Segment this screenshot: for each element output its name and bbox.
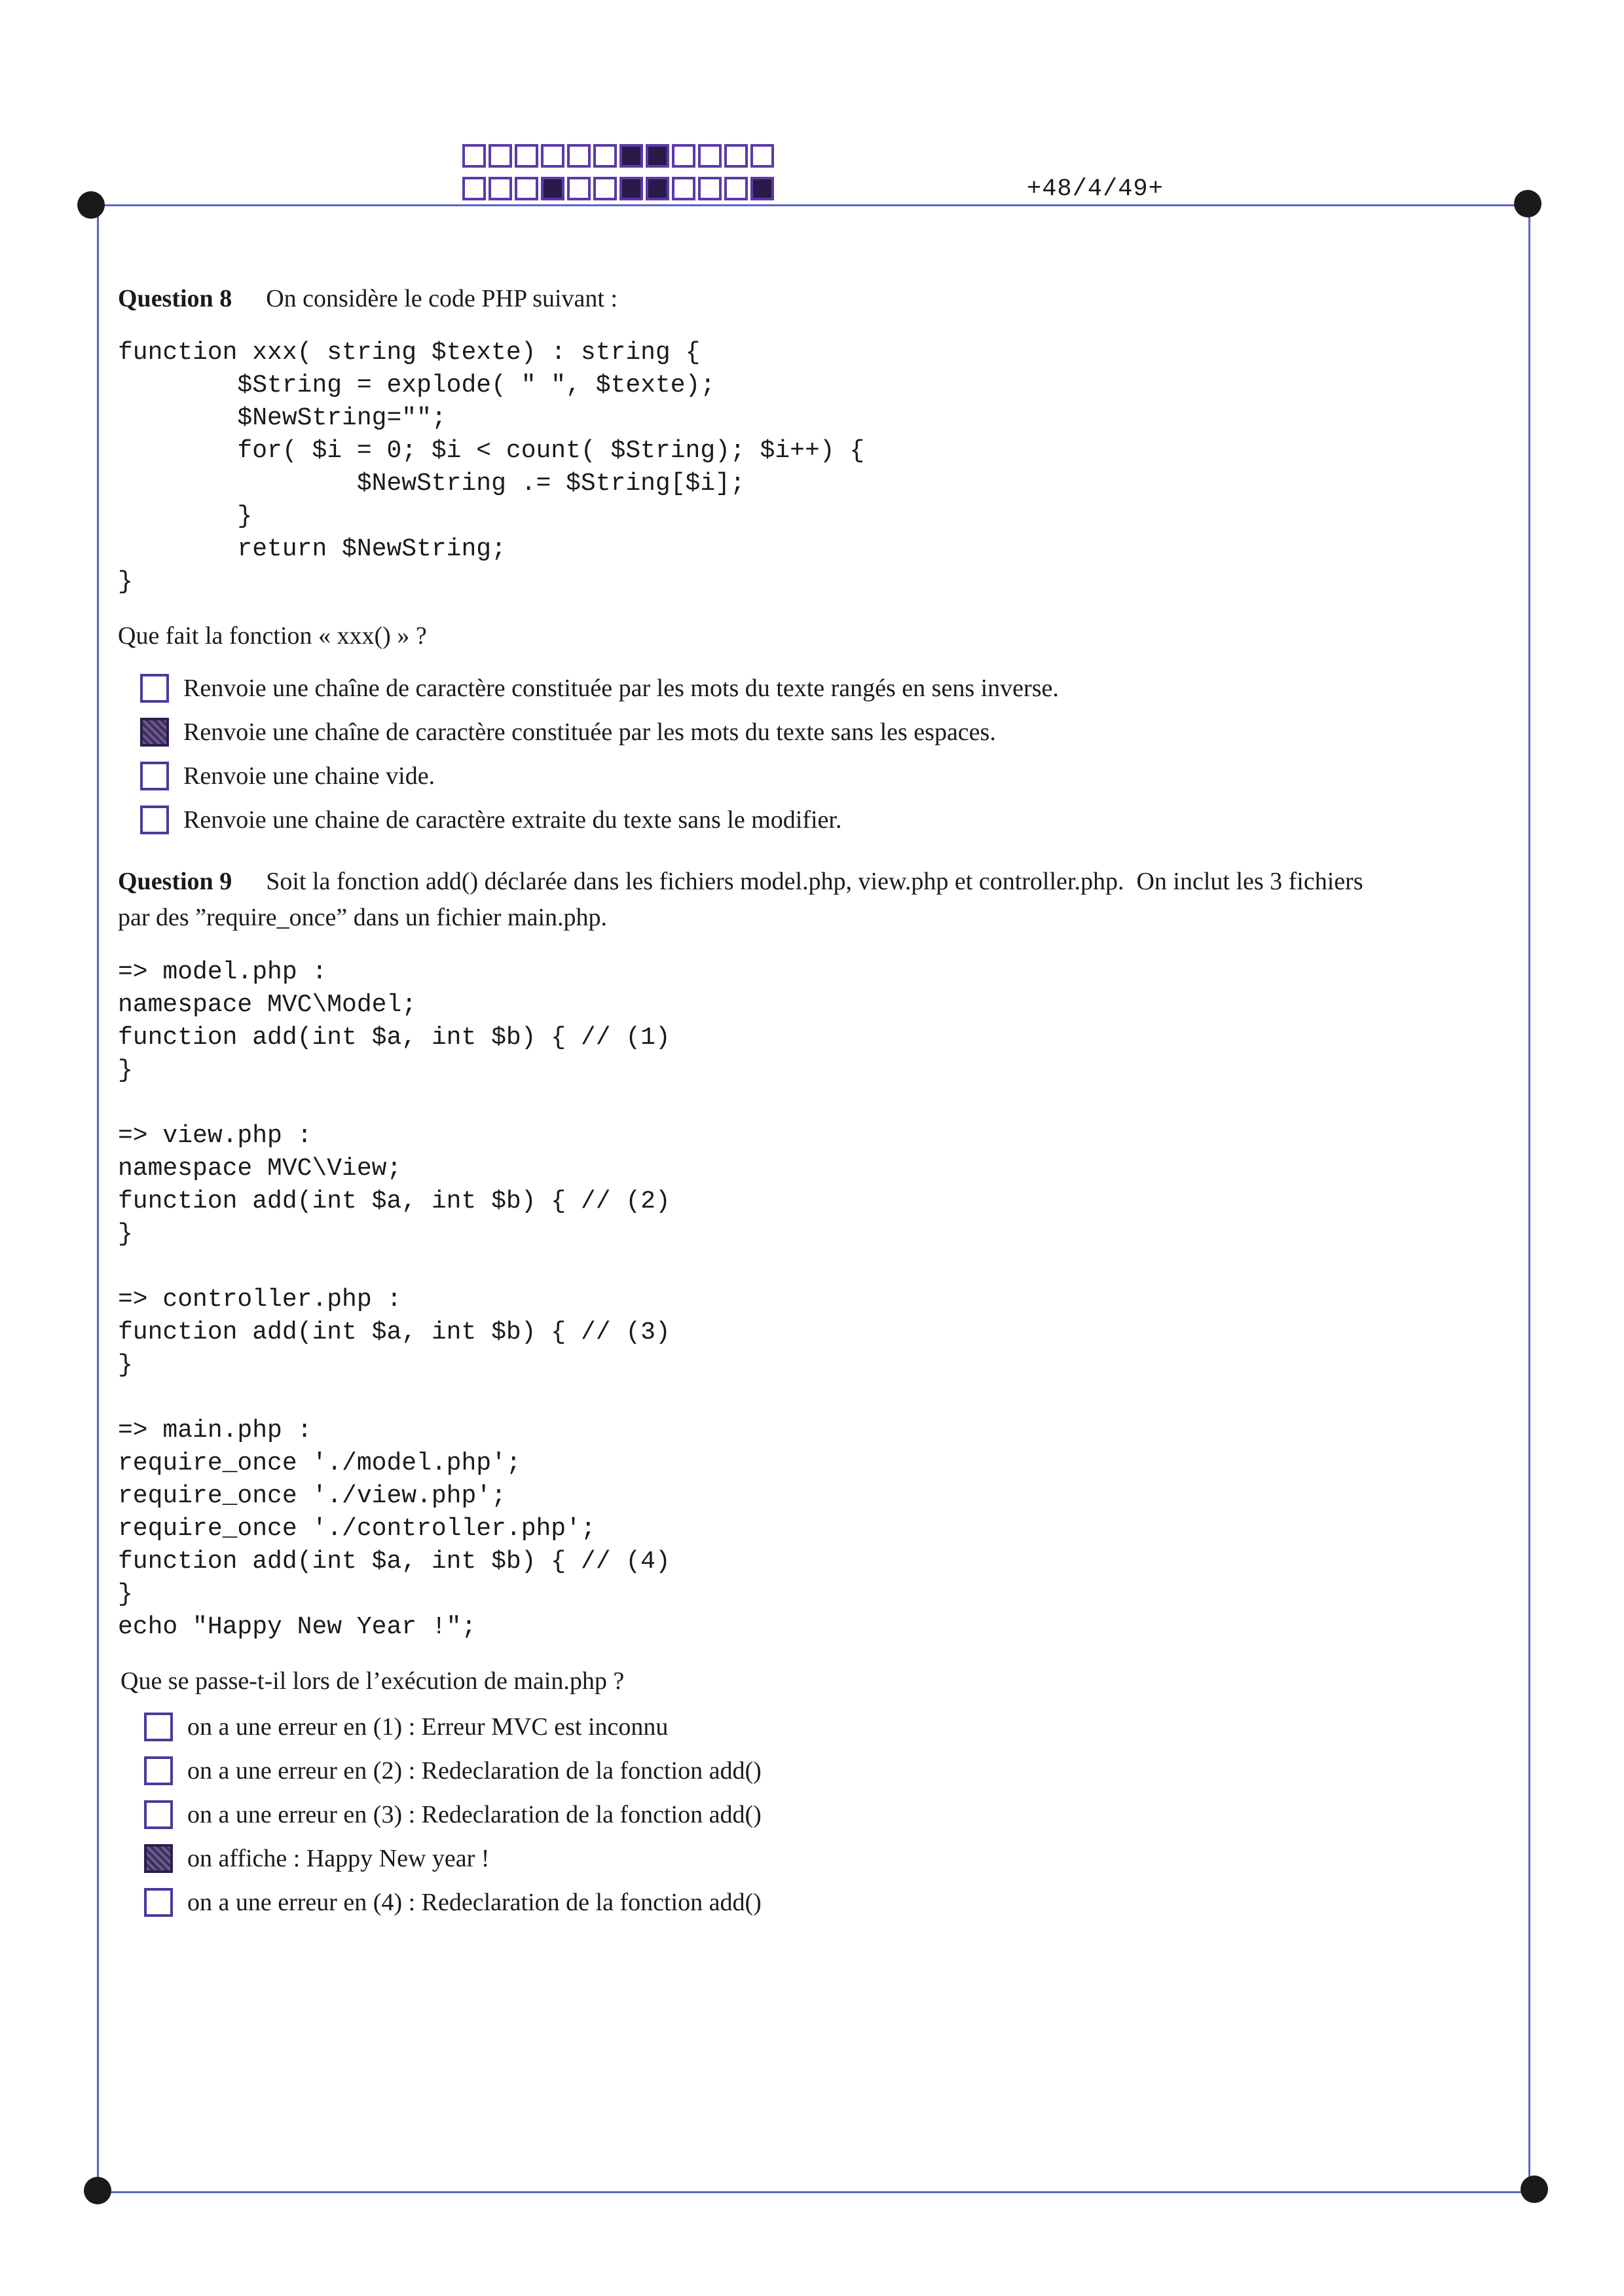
answer-option-label: on affiche : Happy New year ! [187, 1845, 490, 1872]
answer-option-label: Renvoie une chaîne de caractère constituée par les mots du texte sans les espaces. [183, 718, 996, 746]
id-code-cell [541, 144, 564, 168]
id-code-cell [750, 144, 774, 168]
answer-option[interactable] [140, 758, 435, 794]
answer-option[interactable] [140, 802, 841, 838]
question-8-header [118, 282, 618, 316]
id-code-cell [672, 144, 695, 168]
id-code-cell [724, 144, 748, 168]
id-code-cell [698, 144, 722, 168]
question-9-header [118, 864, 1363, 898]
corner-dot-bottom-right [1521, 2176, 1548, 2203]
question-9-code: => model.php : namespace MVC\Model; function add(int $a, int $b) { // (1) } => view.php : namespace MVC\View; function add(int $a, int $b) { // (2) } => controller.php : function add(int $a, int $b) { // (3) } => main.php : require_once './model.php'; require_once './view.php'; require_once './controller.php'; function add(int $a, int $b) { // (4) } echo "Happy New Year !"; [118, 958, 671, 1641]
checkbox-checked[interactable] [140, 718, 169, 747]
answer-option[interactable] [140, 714, 996, 750]
question-8-label: Question 8 [118, 285, 232, 312]
frame-left-line [97, 206, 99, 2193]
question-9-label: Question 9 [118, 868, 232, 895]
corner-dot-top-left [77, 191, 105, 219]
checkbox[interactable] [144, 1713, 173, 1741]
id-code-cell [619, 177, 643, 200]
corner-dot-top-right [1514, 190, 1541, 217]
id-code-cell [515, 144, 538, 168]
question-9-prompt: Que se passe-t-il lors de l’exécution de main.php ? [120, 1667, 625, 1695]
answer-option-label: on a une erreur en (1) : Erreur MVC est inconnu [187, 1713, 669, 1741]
checkbox[interactable] [140, 674, 169, 703]
frame-bottom-line [98, 2191, 1535, 2193]
id-code-cell [750, 177, 774, 200]
checkbox[interactable] [144, 1800, 173, 1829]
answer-option-label: on a une erreur en (2) : Redeclaration de la fonction add() [187, 1757, 762, 1785]
page-id: +48/4/49+ [1027, 176, 1164, 203]
answer-option-label: Renvoie une chaine de caractère extraite du texte sans le modifier. [183, 806, 842, 834]
id-code-cell [567, 177, 591, 200]
id-code-cell [541, 177, 564, 200]
checkbox[interactable] [144, 1756, 173, 1785]
answer-option[interactable] [144, 1709, 668, 1745]
checkbox[interactable] [144, 1888, 173, 1917]
checkbox-checked[interactable] [144, 1844, 173, 1873]
answer-option[interactable] [144, 1885, 762, 1920]
answer-option-label: Renvoie une chaine vide. [183, 762, 435, 790]
id-code-cell [593, 177, 617, 200]
answer-option[interactable] [144, 1797, 762, 1832]
corner-dot-bottom-left [84, 2177, 111, 2204]
question-8-prompt: Que fait la fonction « xxx() » ? [118, 622, 427, 650]
checkbox[interactable] [140, 762, 169, 790]
question-9-intro-line2: par des ”require_once” dans un fichier main.php. [118, 904, 608, 931]
id-code-row-1 [462, 144, 774, 168]
id-code-cell [567, 144, 591, 168]
question-9-intro-line1: Soit la fonction add() déclarée dans les fichiers model.php, view.php et controller.php. On inclut les 3 fichiers [266, 868, 1363, 895]
id-code-cell [646, 144, 669, 168]
id-code-cell [515, 177, 538, 200]
question-8-intro: On considère le code PHP suivant : [266, 285, 618, 312]
id-code-cell [619, 144, 643, 168]
answer-option[interactable] [144, 1753, 762, 1788]
id-code-cell [698, 177, 722, 200]
frame-top-line [92, 204, 1530, 206]
id-code-cell [462, 144, 486, 168]
id-code-cell [593, 144, 617, 168]
answer-option[interactable] [140, 671, 1059, 706]
id-code-row-2 [462, 177, 774, 200]
id-code-cell [489, 177, 512, 200]
id-code-cell [646, 177, 669, 200]
answer-option-label: on a une erreur en (3) : Redeclaration de la fonction add() [187, 1801, 762, 1828]
checkbox[interactable] [140, 805, 169, 834]
id-code-cell [489, 144, 512, 168]
id-code-cell [672, 177, 695, 200]
question-8-code: function xxx( string $texte) : string { $String = explode( " ", $texte); $NewString=""; for( $i = 0; $i < count( $String); $i++) { $NewString .= $String[$i]; } return $NewString; } [118, 339, 865, 596]
id-code-cell [724, 177, 748, 200]
answer-option-label: Renvoie une chaîne de caractère constituée par les mots du texte rangés en sens inverse. [183, 675, 1059, 702]
answer-option[interactable] [144, 1841, 489, 1876]
answer-option-label: on a une erreur en (4) : Redeclaration de la fonction add() [187, 1889, 762, 1916]
frame-right-line [1528, 206, 1530, 2193]
id-code-cell [462, 177, 486, 200]
